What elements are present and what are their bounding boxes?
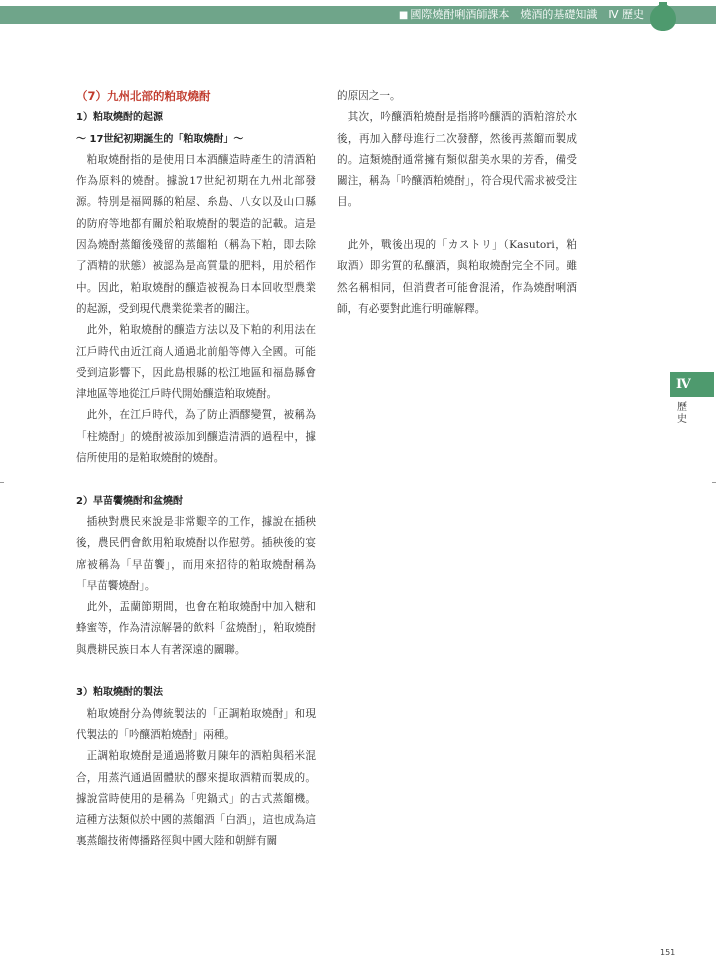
paragraph-continuation: 的原因之一。 (337, 90, 401, 102)
paragraph: 其次，吟釀酒粕燒酎是指將吟釀酒的酒粕溶於水後，再加入酵母進行二次發酵，然後再蒸餾而製成的。這類燒酎通常擁有類似甜美水果的芳香，備受關注，稱為「吟釀酒粕燒酎」，符合現代需求被受注目。 (337, 111, 577, 209)
header-square-icon: ■ (398, 10, 409, 21)
header-title (399, 6, 644, 24)
subsection-title-method: 3）粕取燒酎的製法 (76, 687, 163, 699)
section-title: （7）九州北部的粕取燒酎 (76, 89, 211, 103)
right-column (337, 86, 577, 320)
jar-icon (649, 0, 677, 32)
header-title-text: 國際燒酎唎酒師課本 燒酒的基礎知識 Ⅳ 歷史 (410, 8, 644, 21)
paragraph: 此外，戰後出現的「カストリ」（Kasutori，粕取酒）即劣質的私釀酒，與粕取燒酎完全不同。雖然名稱相同，但消費者可能會混淆，作為燒酎唎酒師，有必要對此進行明確解釋。 (337, 239, 577, 315)
paragraph: 粕取燒酎指的是使用日本酒釀造時產生的清酒粕作為原料的燒酎。據說17世紀初期在九州北部發源。特別是福岡縣的粕屋、糸島、八女以及山口縣的防府等地都有關於粕取燒酎的製造的記載。這是因為燒酎蒸餾後殘留的蒸餾粕（稱為下粕，即去除了酒精的狀態）被認為是高質量的肥料，用於稻作中。因此，粕取燒酎的釀造被視為日本回收型農業的起源，受到現代農業從業者的關注。 (76, 153, 316, 315)
subsection-tagline: ～ 17世紀初期誕生的「粕取燒酎」～ (76, 133, 244, 145)
paragraph: 插秧對農民來說是非常艱辛的工作，據說在插秧後，農民們會飲用粕取燒酎以作慰勞。插秧後的宴席被稱為「早苗饗」，而用來招待的粕取燒酎稱為「早苗饗燒酎」。 (76, 515, 316, 592)
page-number: 151 (660, 948, 676, 957)
subsection-title-sanaburi: 2）早苗饗燒酎和盆燒酎 (76, 495, 183, 507)
chapter-tab-label: 歷史 (677, 402, 687, 425)
paragraph: 此外，在江戶時代，為了防止酒醪變質，被稱為「柱燒酎」的燒酎被添加到釀造清酒的過程中，據信所使用的是粕取燒酎的燒酎。 (76, 409, 316, 465)
left-column (76, 86, 316, 853)
paragraph: 粕取燒酎分為傳統製法的「正調粕取燒酎」和現代製法的「吟釀酒粕燒酎」兩種。 (76, 707, 316, 741)
crop-mark-left (0, 482, 4, 483)
subsection-title-origin: 1）粕取燒酎的起源 (76, 112, 163, 124)
chapter-tab: Ⅳ (670, 372, 714, 397)
paragraph: 此外，粕取燒酎的釀造方法以及下粕的利用法在江戶時代由近江商人通過北前船等傳入全國。可能受到這影響下，因此島根縣的松江地區和福島縣會津地區等地從江戶時代開始釀造粕取燒酎。 (76, 324, 316, 401)
paragraph: 此外，盂蘭節期間，也會在粕取燒酎中加入糖和蜂蜜等，作為清涼解暑的飲料「盆燒酎」，粕取燒酎與農耕民族日本人有著深遠的關聯。 (76, 601, 316, 656)
paragraph: 正調粕取燒酎是通過將數月陳年的酒粕與稻米混合，用蒸汽通過固體狀的醪來提取酒精而製成的。據說當時使用的是稱為「兜鍋式」的古式蒸餾機。這種方法類似於中國的蒸餾酒「白酒」，這也成為這裏蒸餾技術傳播路徑與中國大陸和朝鮮有關 (76, 750, 316, 848)
crop-mark-right (712, 482, 716, 483)
header-bar (0, 6, 716, 24)
